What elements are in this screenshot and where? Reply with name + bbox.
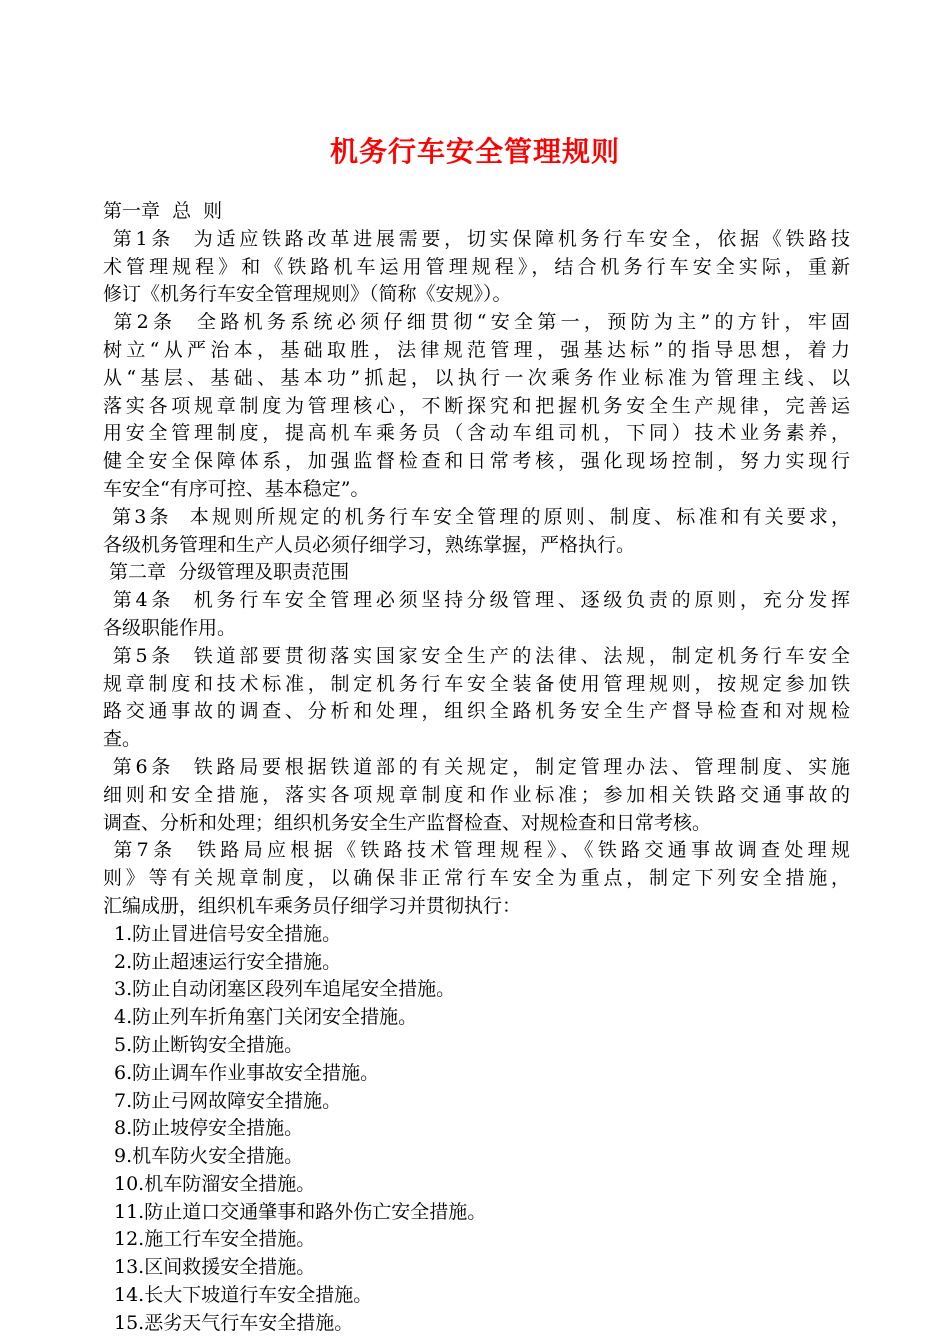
article-6 (103, 754, 850, 837)
paragraph-line: 用安全管理制度，提高机车乘务员（含动车组司机，下同）技术业务素养， (103, 422, 850, 445)
paragraph-line: 调查、分析和处理；组织机务安全生产监督检查、对规检查和日常考核。 (103, 811, 712, 834)
paragraph-line: 从“基层、基础、基本功”抓起，以执行一次乘务作业标准为管理主线、以 (103, 366, 850, 389)
paragraph-line: 第3条 本规则所规定的机务行车安全管理的原则、制度、标准和有关要求， (103, 505, 850, 528)
safety-measures-list (103, 921, 850, 1338)
paragraph-line: 汇编成册，组织机车乘务员仔细学习并贯彻执行： (103, 894, 522, 917)
list-item: 8.防止坡停安全措施。 (114, 1117, 304, 1140)
paragraph-line: 第7条 铁路局应根据《铁路技术管理规程》、《铁路交通事故调查处理规 (103, 839, 850, 862)
paragraph-line: 第4条 机务行车安全管理必须坚持分级管理、逐级负责的原则，充分发挥 (103, 589, 850, 612)
paragraph-line: 车安全“有序可控、基本稳定”。 (103, 477, 370, 500)
chapter-1-heading: 第一章 总 则 (103, 200, 223, 222)
list-item: 7.防止弓网故障安全措施。 (114, 1089, 342, 1112)
article-1 (103, 226, 850, 309)
list-item: 6.防止调车作业事故安全措施。 (114, 1061, 380, 1084)
list-item: 2.防止超速运行安全措施。 (114, 950, 342, 973)
paragraph-line: 树立“从严治本，基础取胜，法律规范管理，强基达标”的指导思想，着力 (103, 338, 850, 361)
article-5 (103, 643, 850, 754)
paragraph-line: 细则和安全措施，落实各项规章制度和作业标准；参加相关铁路交通事故的 (103, 783, 850, 806)
article-4 (103, 587, 850, 643)
list-item: 1.防止冒进信号安全措施。 (114, 922, 342, 945)
chapter-2-heading: 第二章 分级管理及职责范围 (103, 561, 350, 584)
article-2 (103, 309, 850, 504)
document-title: 机务行车安全管理规则 (329, 135, 620, 168)
paragraph-line: 修订《机务行车安全管理规则》（简称《安规》）。 (103, 283, 512, 306)
paragraph-line: 落实各项规章制度为管理核心，不断探究和把握机务安全生产规律，完善运 (103, 394, 850, 417)
paragraph-line: 各级机务管理和生产人员必须仔细学习，熟练掌握，严格执行。 (103, 533, 636, 556)
list-item: 15.恶劣天气行车安全措施。 (114, 1311, 354, 1334)
paragraph-line: 各级职能作用。 (103, 616, 237, 639)
paragraph-line: 第5条 铁道部要贯彻落实国家安全生产的法律、法规，制定机务行车安全 (103, 644, 850, 667)
list-item: 4.防止列车折角塞门关闭安全措施。 (114, 1006, 418, 1029)
document-body (103, 198, 850, 1338)
paragraph-line: 查。 (103, 728, 142, 751)
paragraph-line: 术管理规程》和《铁路机车运用管理规程》，结合机务行车安全实际，重新 (103, 255, 850, 278)
paragraph-line: 健全安全保障体系，加强监督检查和日常考核，强化现场控制，努力实现行 (103, 450, 850, 473)
list-item: 12.施工行车安全措施。 (114, 1228, 316, 1251)
paragraph-line: 路交通事故的调查、分析和处理，组织全路机务安全生产督导检查和对规检 (103, 700, 850, 723)
list-item: 14.长大下坡道行车安全措施。 (114, 1284, 373, 1307)
list-item: 13.区间救援安全措施。 (114, 1256, 316, 1279)
paragraph-line: 第1条 为适应铁路改革进展需要，切实保障机务行车安全，依据《铁路技 (103, 227, 850, 250)
article-3 (103, 504, 850, 560)
paragraph-line: 则》等有关规章制度，以确保非正常行车安全为重点，制定下列安全措施， (103, 867, 850, 890)
list-item: 11.防止道口交通肇事和路外伤亡安全措施。 (114, 1200, 487, 1223)
list-item: 3.防止自动闭塞区段列车追尾安全措施。 (114, 978, 456, 1001)
article-7 (103, 837, 850, 920)
paragraph-line: 规章制度和技术标准，制定机务行车安全装备使用管理规则，按规定参加铁 (103, 672, 850, 695)
list-item: 9.机车防火安全措施。 (114, 1145, 304, 1168)
paragraph-line: 第6条 铁路局要根据铁道部的有关规定，制定管理办法、管理制度、实施 (103, 755, 850, 778)
list-item: 10.机车防溜安全措施。 (114, 1172, 316, 1195)
list-item: 5.防止断钩安全措施。 (114, 1033, 304, 1056)
paragraph-line: 第2条 全路机务系统必须仔细贯彻“安全第一，预防为主”的方针，牢固 (103, 311, 850, 334)
